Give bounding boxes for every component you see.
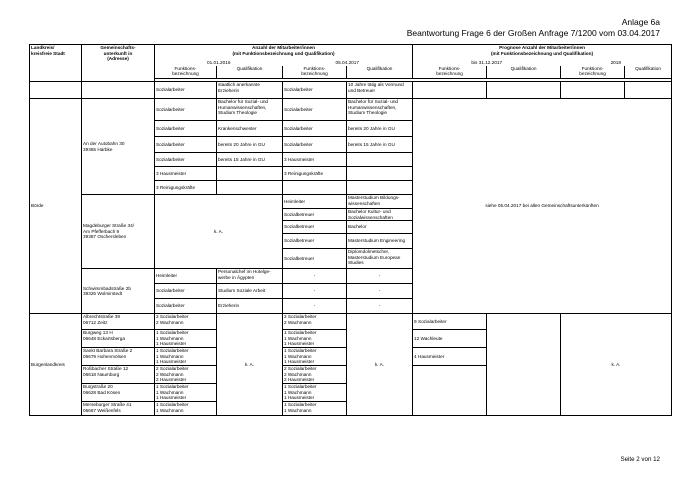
col-landkreis-header: Landkreis/ kreisfreie Stadt xyxy=(30,45,82,82)
prognose-boerde: siehe 05.04.2017 bei allen Gemeinschaftsunterkünften xyxy=(413,99,672,314)
cell-qualifikation: Personalchef im Hotelge- werbe in Ägypten xyxy=(217,269,283,284)
cell-funktion: Heimleiter xyxy=(155,269,217,284)
cell-qualifikation: Erzieherin xyxy=(217,299,283,314)
col-prognose-header: Prognose Anzahl der Mitarbeiter/innen (mit Funktionsbezeichnung und Qualifikation) xyxy=(413,45,672,60)
cell-funktion: Sozialarbeiter xyxy=(155,137,217,153)
cell-funktion: Sozialarbeiter xyxy=(283,99,347,121)
cell-funktion: 3 Reinigungskräfte xyxy=(283,167,347,181)
cell-dash: - xyxy=(283,284,347,299)
cell-no-data: k. A. xyxy=(217,314,283,416)
cell-dash: - xyxy=(347,299,413,314)
address-cell: Burgweg 13 H 06648 Eckartsberga xyxy=(82,330,155,348)
cell-funktion: 1 Sozialarbeiter 1 Wachmann xyxy=(283,402,347,416)
cell-qualifikation: Diplomdolmetscher, Masterstudium European Studies xyxy=(347,249,413,269)
document-title: Beantwortung Frage 6 der Großen Anfrage 7/1200 vom 03.04.2017 xyxy=(406,28,660,38)
cell-qualifikation: bereits 15 Jahre in GU xyxy=(217,153,283,167)
qualifikation-header: Qualifikation xyxy=(347,66,413,79)
cell-funktion: Sozialarbeiter xyxy=(155,284,217,299)
cell-funktion: 1 Sozialarbeiter 1 Wachmann 1 Hausmeister xyxy=(283,384,347,402)
landkreis-burgenlandkreis: Burgenlandkreis xyxy=(30,314,82,416)
annex-label: Anlage 6a xyxy=(621,17,660,27)
date-2016: 01.01.2016 xyxy=(155,60,283,66)
qualifikation-header: Qualifikation xyxy=(217,66,283,79)
table-row xyxy=(30,82,672,99)
funktion-header: Funktions- bezeichnung xyxy=(413,66,487,79)
page-number: Seite 2 von 12 xyxy=(620,456,660,463)
qualifikation-header: Qualifikation xyxy=(487,66,561,79)
prognose-cell: 9 Sozialarbeiter xyxy=(413,314,487,330)
cell-funktion: Heimleiter xyxy=(283,195,347,209)
cell-funktion: 1 Sozialarbeiter 1 Wachmann 1 Hausmeister xyxy=(283,330,347,348)
address-cell: Sankt Barbara Straße 2 06679 Hohenmölsen xyxy=(82,348,155,366)
address-oschersleben: Magdeburger Straße 34/ Am Pfefferbach 9 39387 Oschersleben xyxy=(82,195,155,269)
cell-qualifikation: Bachelor Kultur- und Sozialwissenschaften xyxy=(347,209,413,221)
cell-qualifikation: 10 Jahre tätig als Vormund und Betreuer xyxy=(347,82,413,99)
cell-funktion: 1 Sozialarbeiter 1 Wachmann 1 Hausmeister xyxy=(155,330,217,348)
cell-funktion: 2 Sozialarbeiter 2 Wachmann xyxy=(155,314,217,330)
cell-funktion: Sozialarbeiter xyxy=(155,299,217,314)
cell-funktion: Sozialbetreuer xyxy=(283,249,347,269)
cell-funktion: Sozialarbeiter xyxy=(155,121,217,137)
cell-qualifikation: Studium Soziale Arbeit xyxy=(217,284,283,299)
cell-funktion: Sozialbetreuer xyxy=(283,234,347,249)
cell-no-data: k. A. xyxy=(561,314,672,416)
cell-funktion: Sozialarbeiter xyxy=(283,137,347,153)
col-anzahl-header: Anzahl der Mitarbeiter/innen (mit Funktionsbezeichnung und Qualifikation) xyxy=(155,45,413,60)
cell-no-data: k. A. xyxy=(347,314,413,416)
date-end-2017: bis 31.12.2017 xyxy=(413,60,561,66)
landkreis-boerde: Börde xyxy=(30,99,82,314)
cell-qualifikation: Masterstudium Engineering xyxy=(347,234,413,249)
cell-funktion: 1 Sozialarbeiter 1 Wachmann 1 Hausmeister xyxy=(155,384,217,402)
table-row xyxy=(30,99,672,121)
cell-funktion: 1 Sozialarbeiter 1 Wachmann 1 Hausmeister xyxy=(155,348,217,366)
address-cell: Merseburger Straße 41 06667 Weißenfels xyxy=(82,402,155,416)
staff-table xyxy=(29,44,672,416)
cell-dash: - xyxy=(347,284,413,299)
cell-funktion: Sozialarbeiter xyxy=(283,82,347,99)
prognose-cell: 12 Wachleute xyxy=(413,330,487,348)
cell-qualifikation: bereits 20 Jahre in GU xyxy=(347,121,413,137)
address-cell: Albrechtstraße 39 06712 Zeitz xyxy=(82,314,155,330)
qualifikation-header: Qualifikation xyxy=(625,66,672,79)
funktion-header: Funktions- bezeichnung xyxy=(283,66,347,79)
cell-funktion: 1 Sozialarbeiter 1 Wachmann 1 Hausmeister xyxy=(283,348,347,366)
cell-qualifikation: bereits 15 Jahre in GU xyxy=(347,137,413,153)
table-header-row xyxy=(30,45,672,60)
address-harbke: An der Autobahn 30 39365 Harbke xyxy=(82,99,155,195)
cell-funktion: Sozialarbeiter xyxy=(283,121,347,137)
address-wolmirstedt: Schwimmbadstraße 2b 39326 Wolmirstedt xyxy=(82,269,155,314)
cell-qualifikation: Bachelor für Sozial- und Humanwissenschaften, Studium Theologie xyxy=(217,99,283,121)
date-2017: 05.04.2017 xyxy=(283,60,413,66)
cell-funktion: Sozialarbeiter xyxy=(155,99,217,121)
funktion-header: Funktions- bezeichnung xyxy=(155,66,217,79)
cell-dash: - xyxy=(347,269,413,284)
cell-no-data: k. A. xyxy=(155,195,283,269)
cell-funktion: Sozialarbeiter xyxy=(155,82,217,99)
funktion-header: Funktions- bezeichnung xyxy=(561,66,625,79)
cell-funktion: 3 Hausmeister xyxy=(283,153,347,167)
address-cell: Burgstraße 20 06628 Bad Kösen xyxy=(82,384,155,402)
cell-qualifikation: staatlich anerkannte Erzieherin xyxy=(217,82,283,99)
cell-funktion: 3 Hausmeister xyxy=(155,167,217,181)
col-unterkunft-header: Gemeinschafts- unterkunft in (Adresse) xyxy=(82,45,155,82)
cell-funktion: 2 Sozialarbeiter 2 Wachmann 2 Hausmeister xyxy=(155,366,217,384)
cell-qualifikation: Bachelor xyxy=(347,221,413,234)
cell-dash: - xyxy=(283,269,347,284)
cell-qualifikation: bereits 20 Jahre in GU xyxy=(217,137,283,153)
cell-qualifikation: Krankenschwester xyxy=(217,121,283,137)
cell-qualifikation: Bachelor für Sozial- und Humanwissenschaften, Studium Theologie xyxy=(347,99,413,121)
date-2018: 2018 xyxy=(561,60,672,66)
cell-funktion: Sozialbetreuer xyxy=(283,209,347,221)
cell-qualifikation: Masterstudium Bildungs- wissenschaften xyxy=(347,195,413,209)
prognose-cell: 4 Hausmeister xyxy=(413,348,487,366)
cell-funktion: Sozialbetreuer xyxy=(283,221,347,234)
cell-funktion: 2 Sozialarbeiter 2 Wachmann 2 Hausmeister xyxy=(283,366,347,384)
address-cell: Roßbacher Straße 12 06618 Naumburg xyxy=(82,366,155,384)
cell-dash: - xyxy=(283,299,347,314)
cell-funktion: 3 Reinigungskräfte xyxy=(155,181,217,195)
cell-funktion: 2 Sozialarbeiter 2 Wachmann xyxy=(283,314,347,330)
table-row xyxy=(30,314,672,330)
cell-funktion: 1 Sozialarbeiter 1 Wachmann xyxy=(155,402,217,416)
cell-funktion: Sozialarbeiter xyxy=(155,153,217,167)
